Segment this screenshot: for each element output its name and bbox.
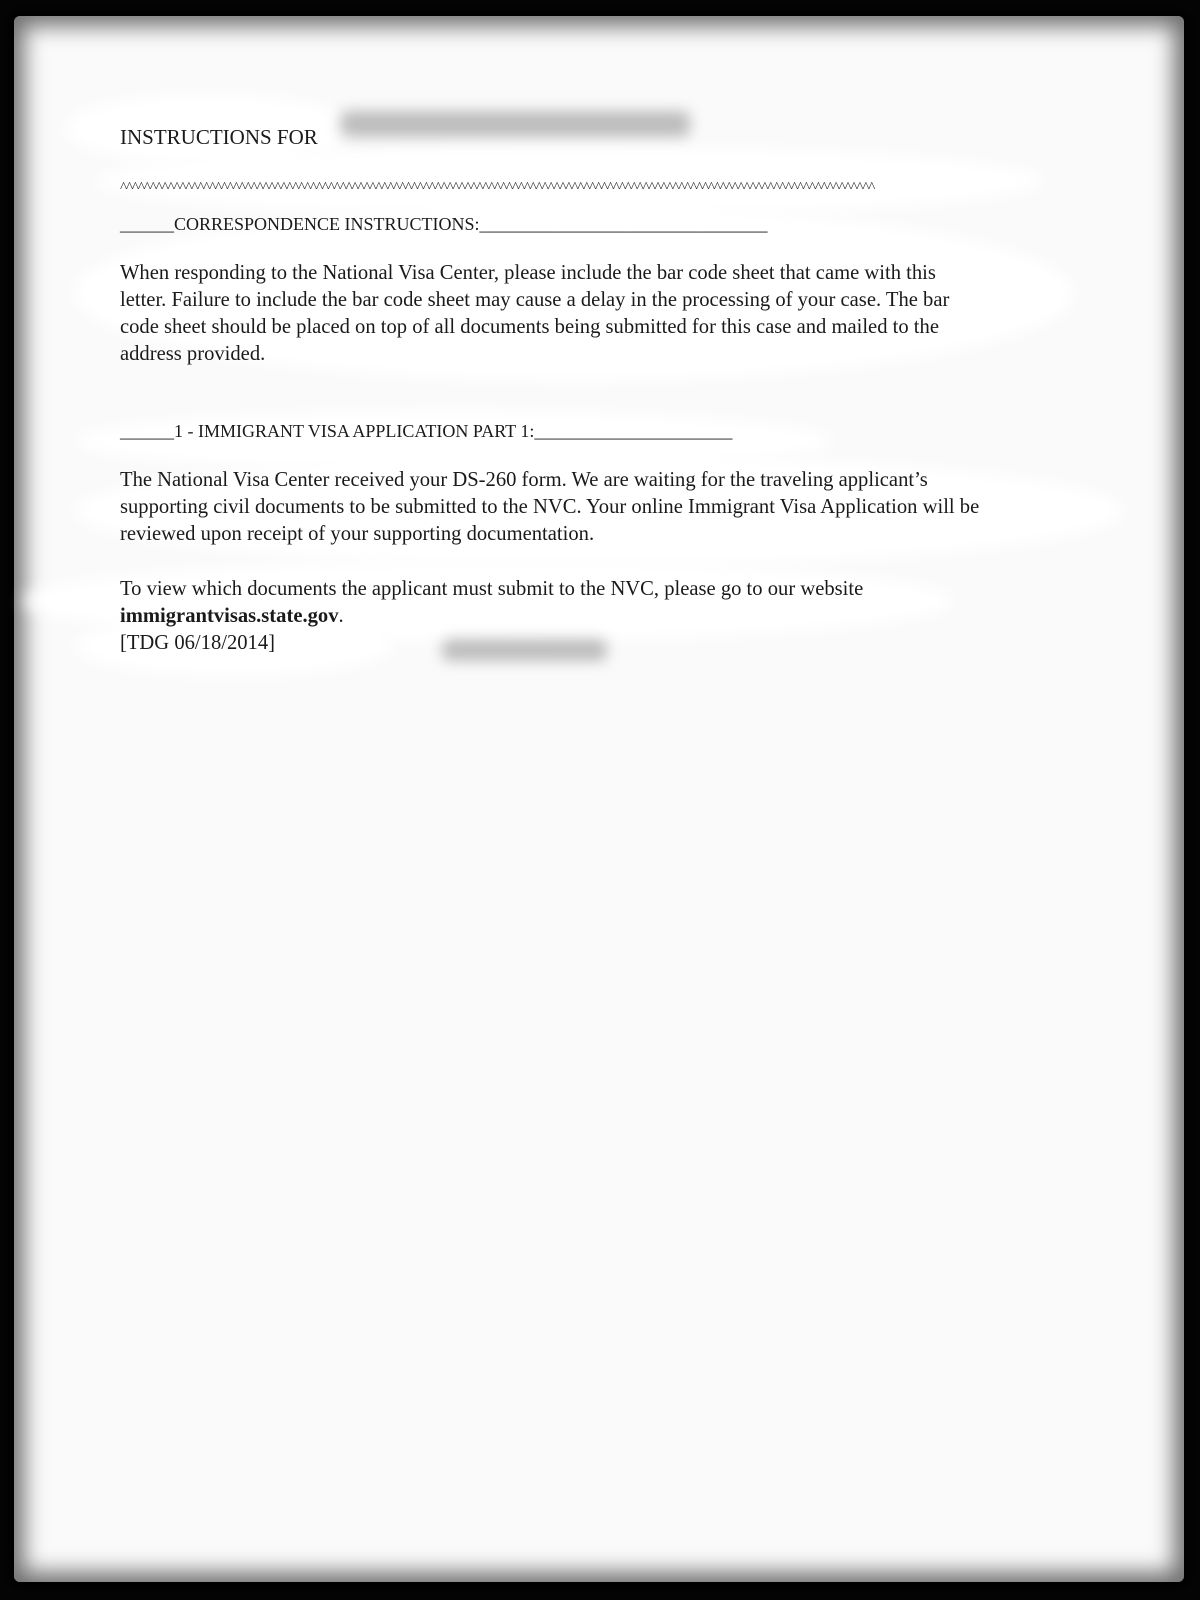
paragraph-line: reviewed upon receipt of your supporting documentation. (120, 523, 595, 545)
website-url-period: . (338, 605, 344, 627)
immigrant-visa-paragraph (120, 467, 1110, 548)
correspondence-paragraph (120, 260, 1110, 368)
tdg-date: [TDG 06/18/2014] (120, 632, 276, 654)
caret-divider: ^^^^^^^^^^^^^^^^^^^^^^^^^^^^^^^^^^^^^^^^^^^^^^^^^^^^^^^^^^^^^^^^^^^^^^^^^^^^^^^^^^^^^^^^^^^^^^^^^^^^^^^^^^^^^^^^^^^^^^^^^^^^^^^ (120, 180, 875, 196)
immigrant-visa-heading: ______1 - IMMIGRANT VISA APPLICATION PART 1:______________________ (120, 421, 733, 441)
redacted-case-number (340, 111, 690, 137)
paragraph-line: code sheet should be placed on top of all documents being submitted for this case and mailed to the (120, 316, 939, 338)
instructions-title-text: INSTRUCTIONS FOR (120, 125, 318, 149)
website-instruction: To view which documents the applicant must submit to the NVC, please go to our website (120, 578, 864, 600)
redacted-reference (442, 639, 607, 661)
paragraph-line: The National Visa Center received your DS-260 form. We are waiting for the traveling applicant’s (120, 469, 928, 491)
paragraph-line: letter. Failure to include the bar code sheet may cause a delay in the processing of your case. The bar (120, 289, 950, 311)
paragraph-line: supporting civil documents to be submitted to the NVC. Your online Immigrant Visa Application will be (120, 496, 980, 518)
website-line (120, 603, 1110, 630)
document-page (14, 16, 1184, 1582)
instructions-title (120, 125, 318, 150)
paragraph-line: When responding to the National Visa Center, please include the bar code sheet that came with this (120, 262, 936, 284)
paragraph-line: address provided. (120, 343, 266, 365)
website-paragraph (120, 576, 1110, 657)
correspondence-heading: ______CORRESPONDENCE INSTRUCTIONS:________________________________ (120, 214, 768, 234)
website-url[interactable]: immigrantvisas.state.gov (120, 605, 339, 627)
